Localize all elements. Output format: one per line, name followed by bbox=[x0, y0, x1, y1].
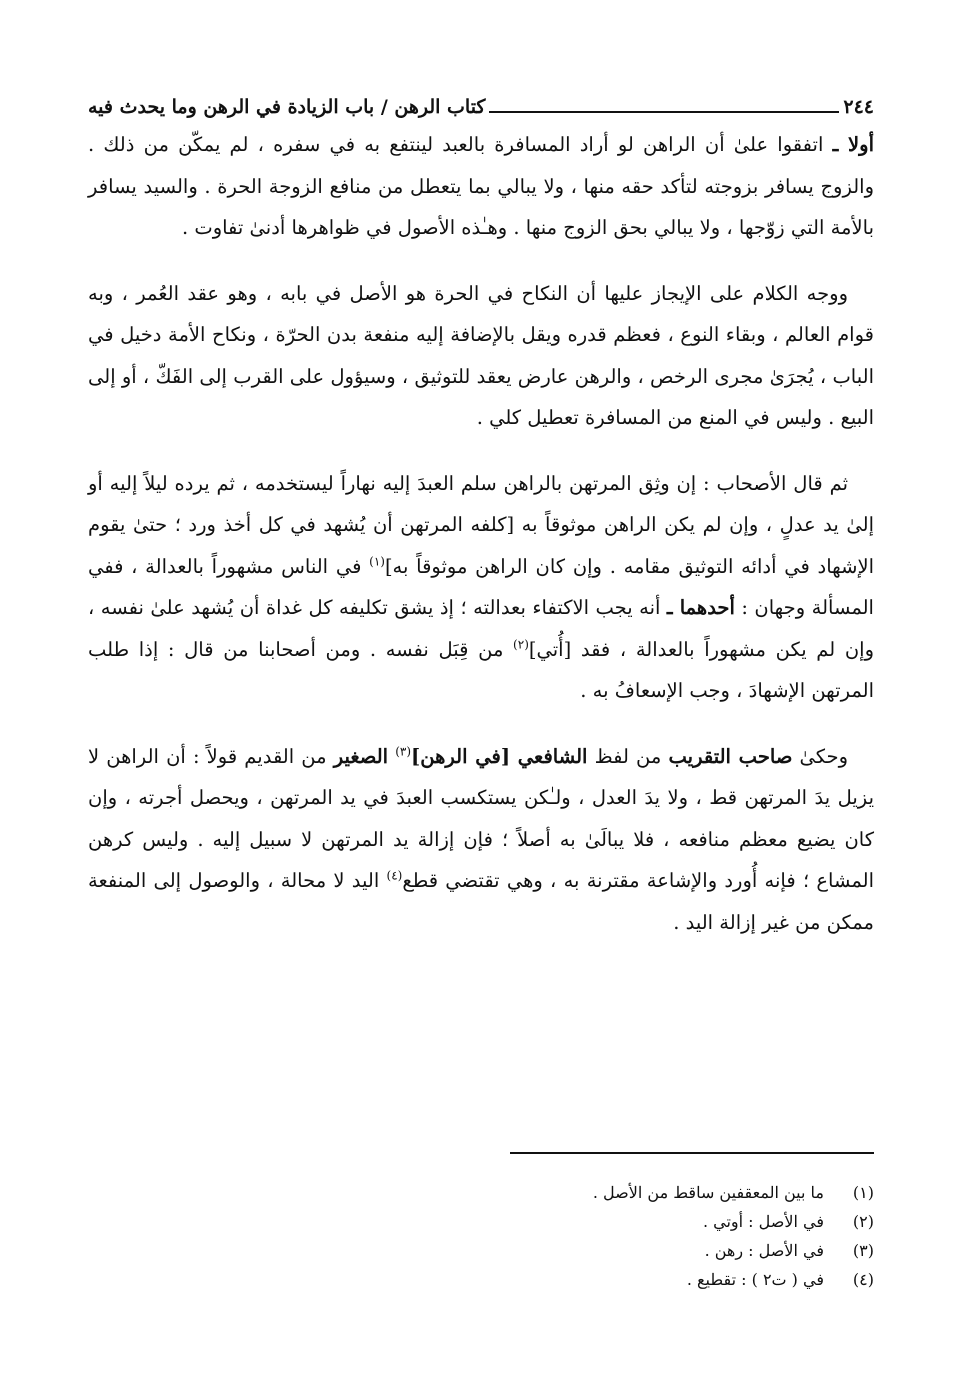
bold-term: صاحب التقريب bbox=[668, 744, 793, 768]
bold-term: الصغير bbox=[333, 744, 389, 768]
paragraph-text: وحكىٰ bbox=[792, 744, 849, 768]
footnote-text: ما بين المعقفين ساقط من الأصل . bbox=[592, 1183, 824, 1202]
bold-term: الشافعي [في الرهن] bbox=[411, 744, 588, 768]
paragraph-4 bbox=[88, 736, 874, 944]
bold-term: أحدهما ـ bbox=[666, 596, 735, 619]
paragraph-text: من لفظ bbox=[587, 744, 669, 768]
footnote-number: (١) bbox=[852, 1183, 874, 1202]
paragraph-text: اتفقوا علىٰ أن الراهن لو أراد المسافرة بالعبد لينتفع به في سفره ، لم يمكّن من ذلك . والزوج يسافر بزوجته لتأكد حقه منها ، ولا يبالي بما يتعطل من منافع الزوجة الحرة . والسيد يسافر بالأمة التي زوّجها ، ولا يبالي بحق الزوج منها . وهـٰذه الأصول في ظواهرها أدنىٰ تفاوت . bbox=[88, 133, 874, 239]
page-number: ٢٤٤ bbox=[843, 96, 874, 118]
footnote-number: (٤) bbox=[852, 1270, 874, 1289]
footnote-number: (٢) bbox=[852, 1212, 874, 1231]
paragraph-1 bbox=[88, 124, 874, 249]
paragraph-2: ووجه الكلام على الإيجاز عليها أن النكاح في الحرة هو الأصل في بابه ، وهو عقد العُمر ، وبه قوام العالم ، وبقاء النوع ، فعظم قدره ويقل بالإضافة إليه منفعة بدن الحرّة ، ونكاح الأمة دخيل في الباب ، يُجرَىٰ مجرى الرخص ، والرهن عارض يعقد للتوثيق ، وسيؤول على القرب إلى الفَكّ ، أو إلى البيع . وليس في المنع من المسافرة تعطيل كلي . bbox=[88, 281, 874, 429]
paragraph-text: في الناس مشهوراً بالعدالة ، ففي المسألة وجهان : bbox=[88, 554, 874, 619]
main-text bbox=[88, 124, 874, 967]
footnote-text: في الأصل : رهن . bbox=[704, 1241, 824, 1260]
footnote-4 bbox=[274, 1265, 874, 1294]
footnote-2 bbox=[274, 1207, 874, 1236]
paragraph-text: أنه يجب الاكتفاء بعدالته ؛ إذ يشق تكليفه كل غداة أن يُشهد علىٰ نفسه ، وإن لم يكن مشهوراً بالعدالة ، فقد [أُتي] bbox=[88, 596, 874, 661]
footnote-separator bbox=[510, 1152, 874, 1154]
footnote-marker: (١) bbox=[369, 554, 385, 568]
footnote-text: في ( ت٢ ) : تقطيع . bbox=[686, 1270, 824, 1289]
footnote-marker: (٣) bbox=[395, 744, 412, 758]
paragraph-text: من القديم قولاً : أن الراهن لا يزيل يدَ المرتهن قط ، ولا يدَ العدل ، ولـٰكن يستكسب العبدَ في يد المرتهن ، ويحصل أجرته ، وإن كان يضيع معظم منافعه ، فلا يبالَىٰ به أصلاً ؛ فإن إزالة يد المرتهن لا سبيل إليه . وليس كرهن المشاع ؛ فإنه أُورد والإشاعة مقترنة به ، وهي تقتضي قطع bbox=[88, 744, 874, 892]
paragraph-lead: أولا ـ bbox=[832, 133, 874, 156]
header-rule bbox=[489, 111, 839, 113]
footnote-number: (٣) bbox=[852, 1241, 874, 1260]
running-header bbox=[88, 80, 874, 120]
paragraph-text: اليد لا محالة ، والوصول إلى المنفعة ممكن من غير إزالة اليد . bbox=[88, 869, 874, 934]
paragraph-text: من قِبَل نفسه . ومن أصحابنا من قال : إذا طلب المرتهن الإشهادَ ، وجب الإسعافُ به . bbox=[88, 637, 874, 702]
footnote-marker: (٢) bbox=[513, 637, 529, 651]
footnote-marker: (٤) bbox=[386, 868, 403, 883]
paragraph-text: ثم قال الأصحاب : إن وثِق المرتهن بالراهن سلم العبدَ إليه نهاراً ليستخدمه ، ثم يرده ليلاً إليه أو إلىٰ يد عدلٍ ، وإن لم يكن الراهن موثوقاً به [كلفه المرتهن أن يُشهد في كل أخذ ورد ؛ حتىٰ يقوم الإشهاد في أدائه التوثيق مقامه . وإن كان الراهن موثوقاً به] bbox=[88, 471, 874, 578]
paragraph-3 bbox=[88, 463, 874, 712]
footnote-3 bbox=[274, 1236, 874, 1265]
footnote-text: في الأصل : أوتي . bbox=[702, 1212, 824, 1231]
footnote-1 bbox=[274, 1178, 874, 1207]
chapter-title: كتاب الرهن / باب الزيادة في الرهن وما يحدث فيه bbox=[88, 96, 486, 118]
footnotes bbox=[274, 1178, 874, 1294]
